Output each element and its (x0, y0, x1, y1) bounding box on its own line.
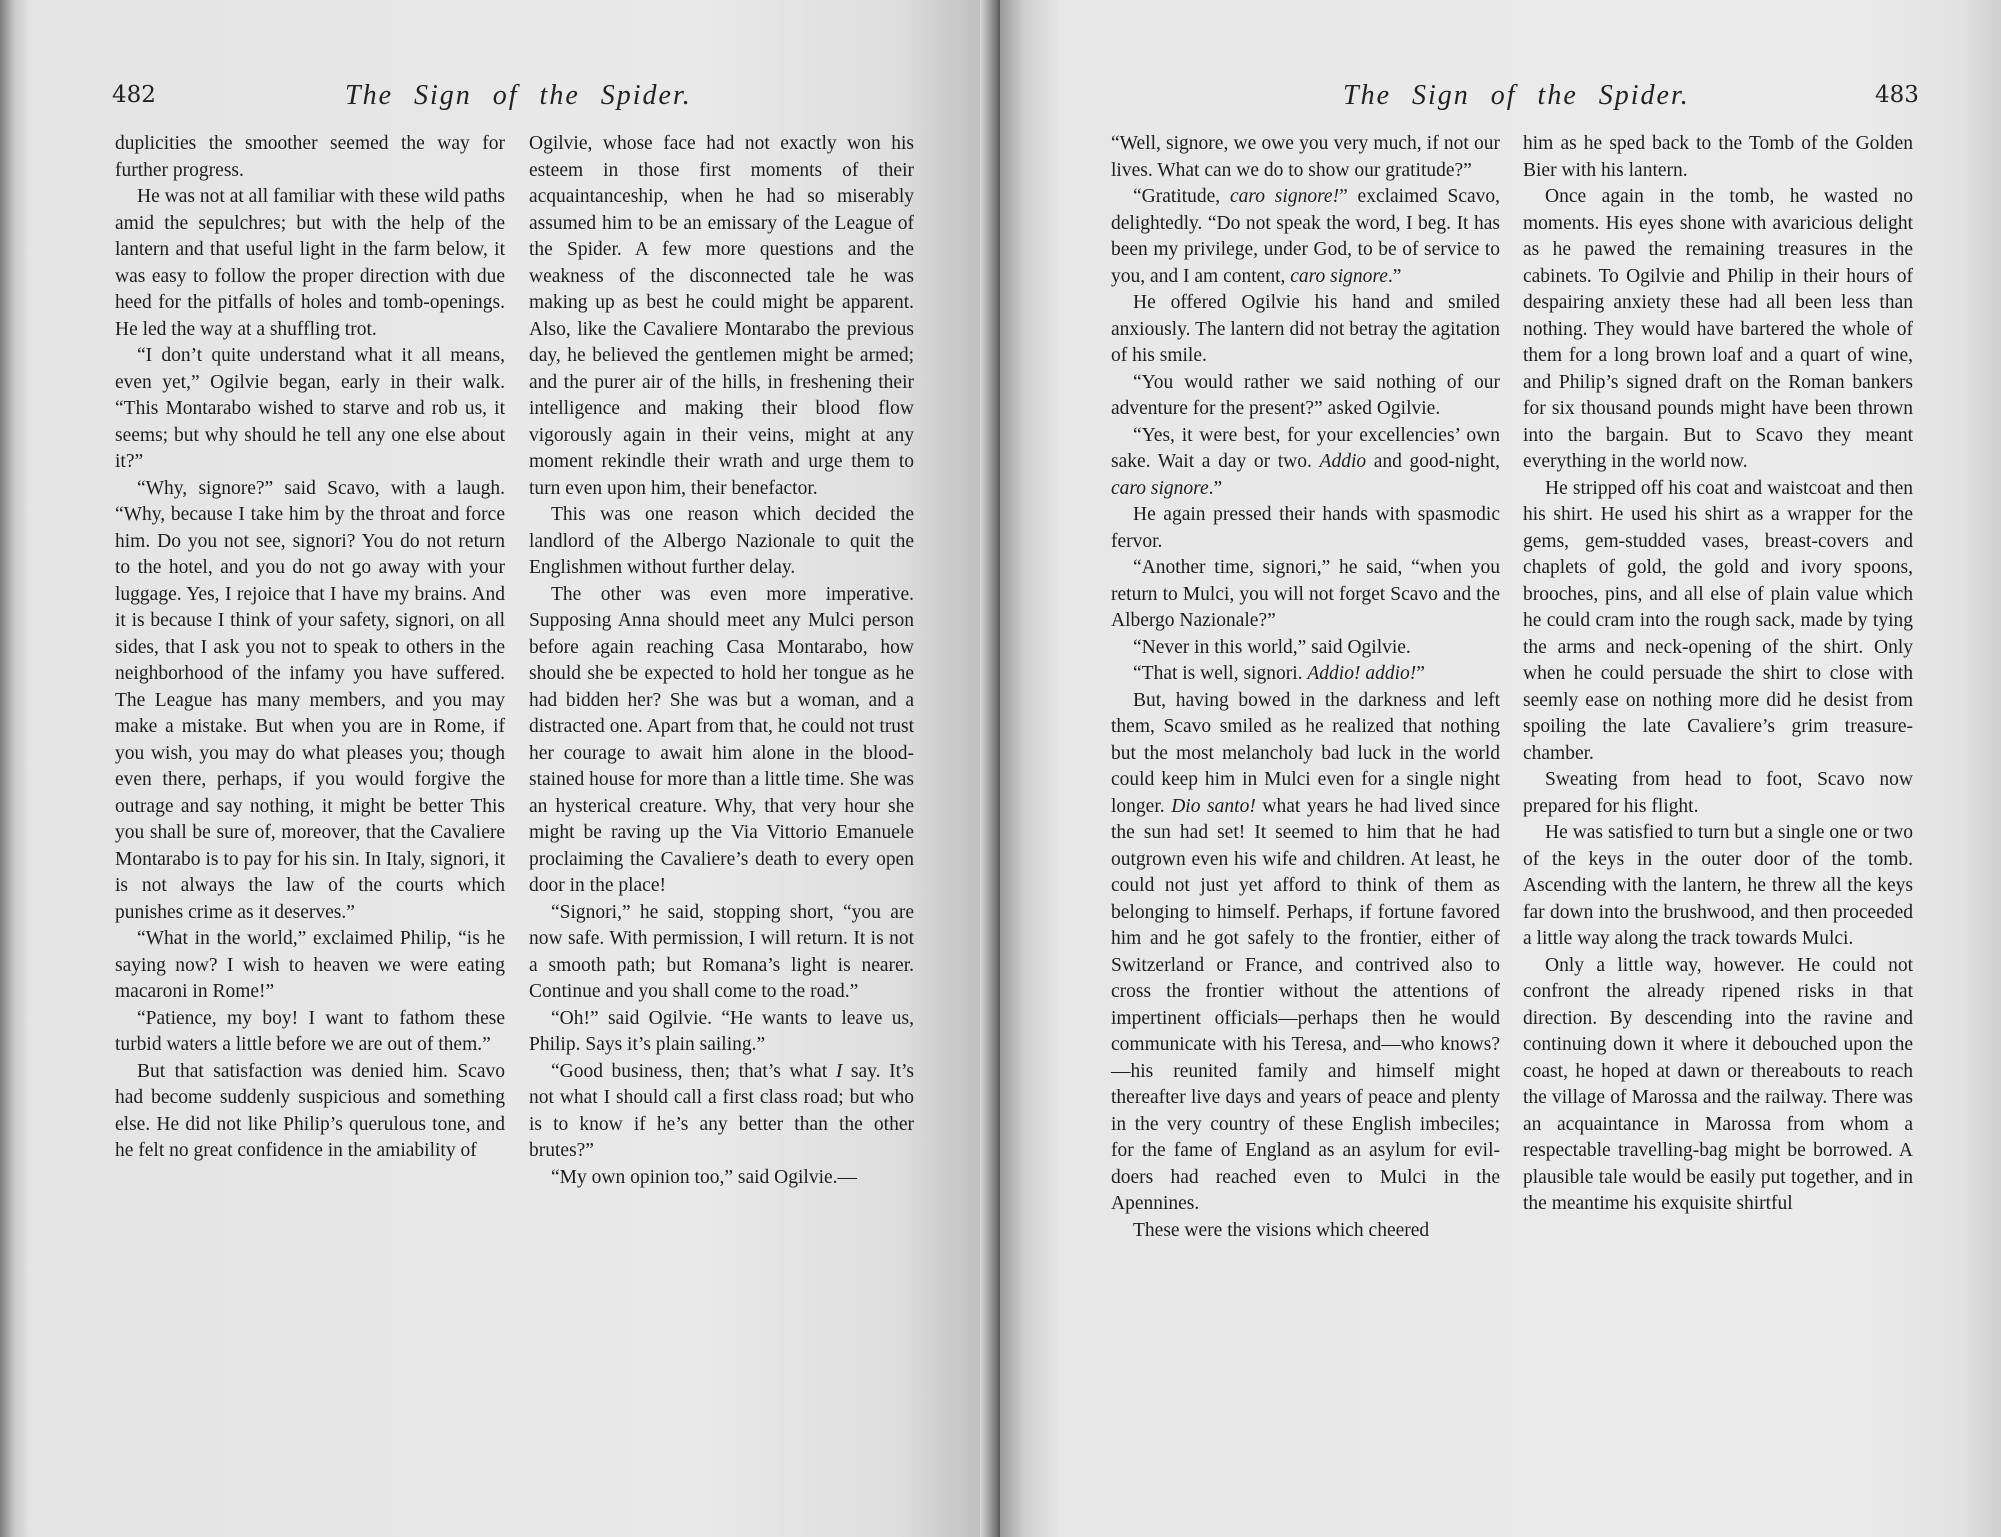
paragraph: “Patience, my boy! I want to fathom these turbid waters a little before we are out of them.” (115, 1007, 505, 1055)
paragraph: Sweating from head to foot, Scavo now prepared for his flight. (1523, 769, 1913, 817)
right-running-title: The Sign of the Spider. (1343, 80, 1690, 111)
right-page (1000, 0, 2001, 1537)
paragraph: He was not at all familiar with these wild paths amid the sepulchres; but with the help of the lantern and that useful light in the farm below, it was easy to follow the proper direction with due heed for the pitfalls of holes and tomb-openings. He led the way at a shuffling trot. (115, 186, 505, 340)
right-column-1 (1111, 131, 1500, 1244)
paragraph: The other was even more imperative. Supposing Anna should meet any Mulci person before again reaching Casa Montarabo, how should she be expected to hold her tongue as he had bidden her? She was but a woman, and a distracted one. Apart from that, he could not trust her courage to await him alone in the blood-stained house for more than a little time. She was an hysterical creature. Why, that very hour she might be raving up the Via Vittorio Emanuele proclaiming the Cavaliere’s death to every open door in the place! (529, 583, 914, 896)
paragraph: “Another time, signori,” he said, “when you return to Mulci, you will not forget Scavo and the Albergo Nazionale?” (1111, 557, 1500, 631)
paragraph: “Well, signore, we owe you very much, if not our lives. What can we do to show our gratitude?” (1111, 133, 1500, 181)
left-column-1 (115, 131, 505, 1165)
paragraph: “Good business, then; that’s what I say. It’s not what I should call a first class road; but who is to know if he’s any better than the other brutes?” (529, 1060, 915, 1161)
right-column-2 (1523, 131, 1913, 1218)
paragraph: Only a little way, however. He could not confront the already ripened risks in that direction. By descending into the ravine and continuing down it where it debouched upon the coast, he hoped at dawn or thereabouts to reach the village of Marossa and the railway. There was an acquaintance in Marossa from whom a respectable travelling-bag might be borrowed. A plausible tale would be easily put together, and in the meantime his exquisite shirtful (1523, 954, 1913, 1214)
paragraph: But, having bowed in the darkness and left them, Scavo smiled as he realized that nothing but the most melancholy bad luck in the world could keep him in Mulci even for a single night longer. Dio santo! what years he had lived since the sun had set! It seemed to him that he had outgrown even his wife and children. At least, he could not just yet afford to think of them as belonging to himself. Perhaps, if fortune favored him and he got safely to the frontier, either of Switzerland or France, and contrived also to cross the frontier without the attentions of impertinent officials—perhaps then he would communicate with his Teresa, and—who knows?—his reunited family and himself might thereafter live days and years of peace and plenty in the very country of these English imbeciles; for the fame of England as an asylum for evil-doers had reached even to Mulci in the Apennines. (1111, 689, 1501, 1214)
paragraph: He was satisfied to turn but a single one or two of the keys in the outer door of the tomb. Ascending with the lantern, he threw all the keys far down into the brushwood, and then proceeded a little way along the track towards Mulci. (1523, 822, 1913, 949)
paragraph: “Never in this world,” said Ogilvie. (1133, 636, 1411, 658)
paragraph: “Oh!” said Ogilvie. “He wants to leave us, Philip. Says it’s plain sailing.” (529, 1007, 914, 1055)
paragraph: He again pressed their hands with spasmodic fervor. (1111, 504, 1500, 552)
paragraph: “Why, signore?” said Scavo, with a laugh. “Why, because I take him by the throat and force him. Do you not see, signori? You do not return to the hotel, and you do not go away with your luggage. Yes, I rejoice that I have my brains. And it is because I think of your safety, signori, on all sides, that I ask you not to speak to others in the neighborhood of the infamy you have suffered. The League has many members, and you may make a mistake. But when you are in Rome, if you wish, you may do what pleases you; though even there, perhaps, if you would forgive the outrage and say nothing, it might be better This you shall be sure of, moreover, that the Cavaliere Montarabo is to pay for his sin. In Italy, signori, it is not always the law of the courts which punishes crime as it deserves.” (115, 477, 505, 923)
paragraph: Ogilvie, whose face had not exactly won his esteem in those first moments of their acquaintanceship, when he had so miserably assumed him to be an emissary of the League of the Spider. A few more questions and the weakness of the disconnected tale he was making up as best he could might be apparent. Also, like the Cavaliere Montarabo the previous day, he believed the gentlemen might be armed; and the purer air of the hills, in freshening their intelligence and making their blood flow vigorously again in their veins, might at any moment rekindle their wrath and urge them to turn even upon him, their benefactor. (529, 133, 914, 499)
paragraph: “You would rather we said nothing of our adventure for the present?” asked Ogilvie. (1111, 371, 1500, 419)
paragraph: He offered Ogilvie his hand and smiled anxiously. The lantern did not betray the agitation of his smile. (1111, 292, 1500, 366)
paragraph: “My own opinion too,” said Ogilvie.— (551, 1166, 858, 1188)
paragraph: him as he sped back to the Tomb of the Golden Bier with his lantern. (1523, 133, 1913, 181)
paragraph: He stripped off his coat and waistcoat and then his shirt. He used his shirt as a wrapper for the gems, gem-studded vases, breast-covers and chaplets of gold, the gold and ivory spoons, brooches, pins, and all else of plain value which he could cram into the rough sack, made by tying the arms and neck-opening of the shirt. Only when he could persuade the shirt to close with seemly ease on nothing more did he desist from spoiling the late Cavaliere’s grim treasure-chamber. (1523, 477, 1913, 764)
paragraph: “Yes, it were best, for your excellencies’ own sake. Wait a day or two. Addio and good-night, caro signore.” (1111, 424, 1501, 499)
paragraph: duplicities the smoother seemed the way for further progress. (115, 133, 505, 181)
paragraph: “I don’t quite understand what it all means, even yet,” Ogilvie began, early in their walk. “This Montarabo wished to starve and rob us, it seems; but why should he tell any one else about it?” (115, 345, 505, 472)
paragraph: This was one reason which decided the landlord of the Albergo Nazionale to quit the Englishmen without further delay. (529, 504, 914, 578)
left-page (0, 0, 1000, 1537)
right-page-number: 483 (1875, 82, 1919, 108)
left-running-title: The Sign of the Spider. (345, 80, 692, 111)
paragraph: But that satisfaction was denied him. Scavo had become suddenly suspicious and something else. He did not like Philip’s querulous tone, and he felt no great confidence in the amiability of (115, 1060, 505, 1161)
paragraph: “Signori,” he said, stopping short, “you are now safe. With permission, I will return. It is not a smooth path; but Romana’s light is nearer. Continue and you shall come to the road.” (529, 901, 914, 1002)
paragraph: “That is well, signori. Addio! addio!” (1133, 663, 1425, 684)
left-page-number: 482 (112, 82, 156, 108)
paragraph: These were the visions which cheered (1133, 1219, 1430, 1241)
left-column-2 (529, 131, 914, 1191)
paragraph: Once again in the tomb, he wasted no moments. His eyes shone with avaricious delight as he pawed the remaining treasures in the cabinets. To Ogilvie and Philip in their hours of despairing anxiety these had all been less than nothing. They would have bartered the whole of them for a long brown loaf and a quart of wine, and Philip’s signed draft on the Roman bankers for six thousand pounds might have been thrown into the bargain. But to Scavo they meant everything in the world now. (1523, 186, 1913, 472)
paragraph: “Gratitude, caro signore!” exclaimed Scavo, delightedly. “Do not speak the word, I beg. It has been my privilege, under God, to be of service to you, and I am content, caro signore.” (1111, 186, 1501, 287)
paragraph: “What in the world,” exclaimed Philip, “is he saying now? I wish to heaven we were eating macaroni in Rome!” (115, 928, 505, 1002)
